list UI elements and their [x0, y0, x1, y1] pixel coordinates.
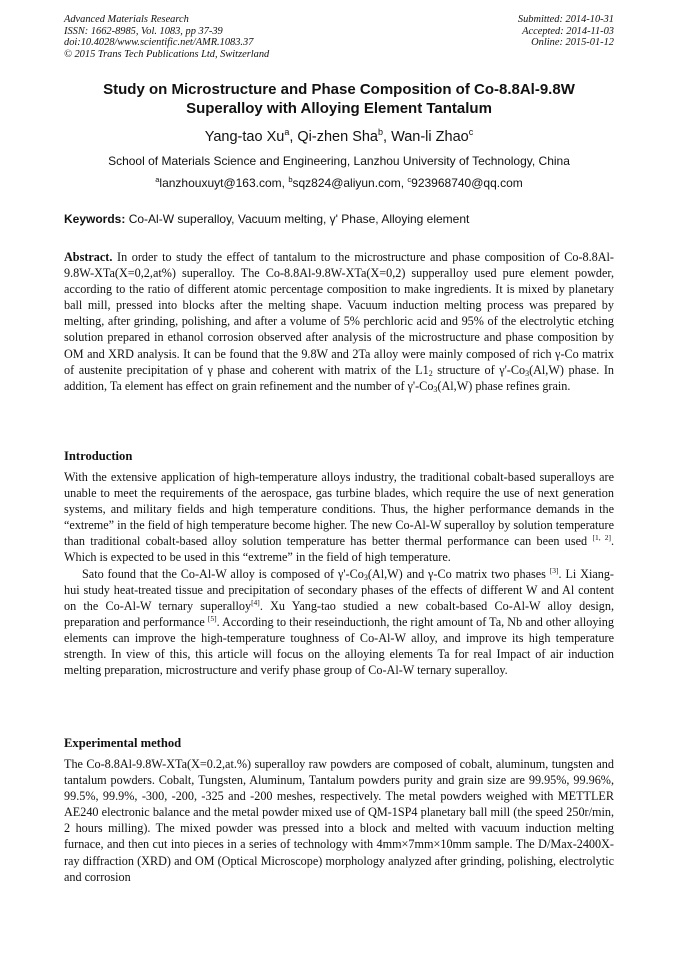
submitted-date: Submitted: 2014-10-31 — [517, 14, 614, 25]
author: Wan-li Zhao$^c$ — [391, 127, 474, 145]
paragraph: With the extensive application of high-temperature alloys industry, the traditional cobalt-based superalloys are unable to meet the requirements of the aerospace, gas turbine blades, which require the use of next generation systems, and military fields and high temperature conditions. Thus, the higher performance demands in the “extreme” in the field of high temperature become higher. The new Co-Al-W superalloy by solution temperature than traditional cobalt-based alloy solution temperature has better thermal performance can been used [1, 2]. Which is expected to be used in this “extreme” in the field of high temperature. — [64, 470, 614, 565]
journal-doi[interactable]: doi:10.4028/www.scientific.net/AMR.1083.37 — [64, 37, 254, 49]
abstract — [64, 249, 614, 394]
paper-title — [64, 80, 614, 118]
journal-name: Advanced Materials Research — [64, 14, 189, 25]
introduction-body — [64, 469, 614, 678]
author: Yang-tao Xu$^a$, — [204, 127, 298, 145]
journal-copyright: © 2015 Trans Tech Publications Ltd, Switzerland — [64, 48, 270, 60]
abstract-label: Abstract. — [64, 250, 113, 264]
experimental-method-body — [64, 756, 614, 885]
keywords-label: Keywords: — [64, 212, 126, 226]
journal-header-right — [518, 14, 614, 49]
journal-header-left — [64, 14, 269, 60]
introduction-heading: Introduction — [64, 449, 133, 463]
author-emails: $^a$lanzhouxuyt@163.com, $^b$sqz824@aliyun.com, $^c$923968740@qq.com — [155, 175, 523, 190]
paper-title-line-1: Study on Microstructure and Phase Composition of Co-8.8Al-9.8W — [103, 81, 575, 98]
accepted-date: Accepted: 2014-11-03 — [522, 25, 614, 37]
paragraph: The Co-8.8Al-9.8W-XTa(X=0.2,at.%) superalloy raw powders are composed of cobalt, aluminum, tungsten and tantalum powders. Cobalt, Tungsten, Aluminum, Tantalum powders purity and grain size are 99.95%, 99.96%, 99.5%, 99.9%, -300, -200, -325 and -200 meshes, respectively. The metal powders weighed with METTLER AE240 electronic balance and the metal powder mixed use of QM-1SP4 planetary ball mill (the speed 250r/min, 2 hours milling). The mixed powder was pressed into a block and melted with vacuum induction melting furnace, and then cut into pieces in a series of technology with 4mm×7mm×10mm sample. The D/Max-2400X-ray diffraction (XRD) and OM (Optical Microscope) morphology analyzed after grinding, polishing, electrolytic and corrosion — [64, 757, 614, 884]
email[interactable]: $^b$sqz824@aliyun.com — [288, 175, 401, 190]
keywords — [64, 212, 614, 227]
author: Qi-zhen Sha$^b$, — [297, 127, 392, 145]
keywords-text: Co-Al-W superalloy, Vacuum melting, γ' Phase, Alloying element — [128, 212, 470, 226]
abstract-text: In order to study the effect of tantalum to the microstructure and phase composition of Co-8.8Al-9.8W-XTa(X=0,2,at%) superalloy. The Co-8.8Al-9.8W-XTa(X=0,2) supperalloy used pure element powder, according to the ratio of different atomic percentage composition to make ingredients. It is mixed by planetary ball mill, pressed into blocks after the melting shape. Vacuum induction melting process was prepared by melting, after grinding, polishing, and after a volume of 5% perchloric acid and 95% of the electrolytic etching solution prepared in ethanol corrosion observed after analysis of the microstructure and phase composition by OM and XRD analysis. It can be found that the 9.8W and 2Ta alloy were mainly composed of rich γ-Co matrix of austenite precipitation of γ phase and coherent with matrix of the $L1_2$ structure of $\gamma'-Co_3(Al,W)$ phase. In addition, Ta element has effect on grain refinement and the number of $\gamma'-Co_3(Al,W)$ phase refines grain. — [64, 250, 614, 394]
email[interactable]: $^a$lanzhouxuyt@163.com — [155, 175, 282, 190]
journal-issn: ISSN: 1662-8985, Vol. 1083, pp 37-39 — [64, 25, 223, 37]
paragraph: Sato found that the Co-Al-W alloy is composed of $\gamma'-Co_3(Al,W)$ and γ-Co matrix two phases [3]. Li Xiang-hui study heat-treated tissue and precipitation of secondary phases of the effects of different W and Al content on the Co-Al-W ternary superalloy[4]. Xu Yang-tao studied a new cobalt-based Co-Al-W alloy design, preparation and performance [5]. According to their reseinductionh, the right amount of Ta, Nb and other alloying elements can improve the high-temperature toughness of Co-Al-W alloy, and improve its high temperature strength. In view of this, this article will focus on the alloying elements Ta for real Impact of air induction melting preparation, microstructure and verify phase group of Co-Al-W ternary superalloy. — [64, 565, 614, 678]
online-date: Online: 2015-01-12 — [531, 37, 614, 49]
experimental-method-heading: Experimental method — [64, 736, 182, 750]
author-list — [64, 128, 614, 146]
email[interactable]: $^c$923968740@qq.com — [407, 175, 523, 190]
affiliation: School of Materials Science and Engineering, Lanzhou University of Technology, China — [108, 154, 570, 168]
paper-title-line-2: Superalloy with Alloying Element Tantalum — [186, 100, 492, 117]
